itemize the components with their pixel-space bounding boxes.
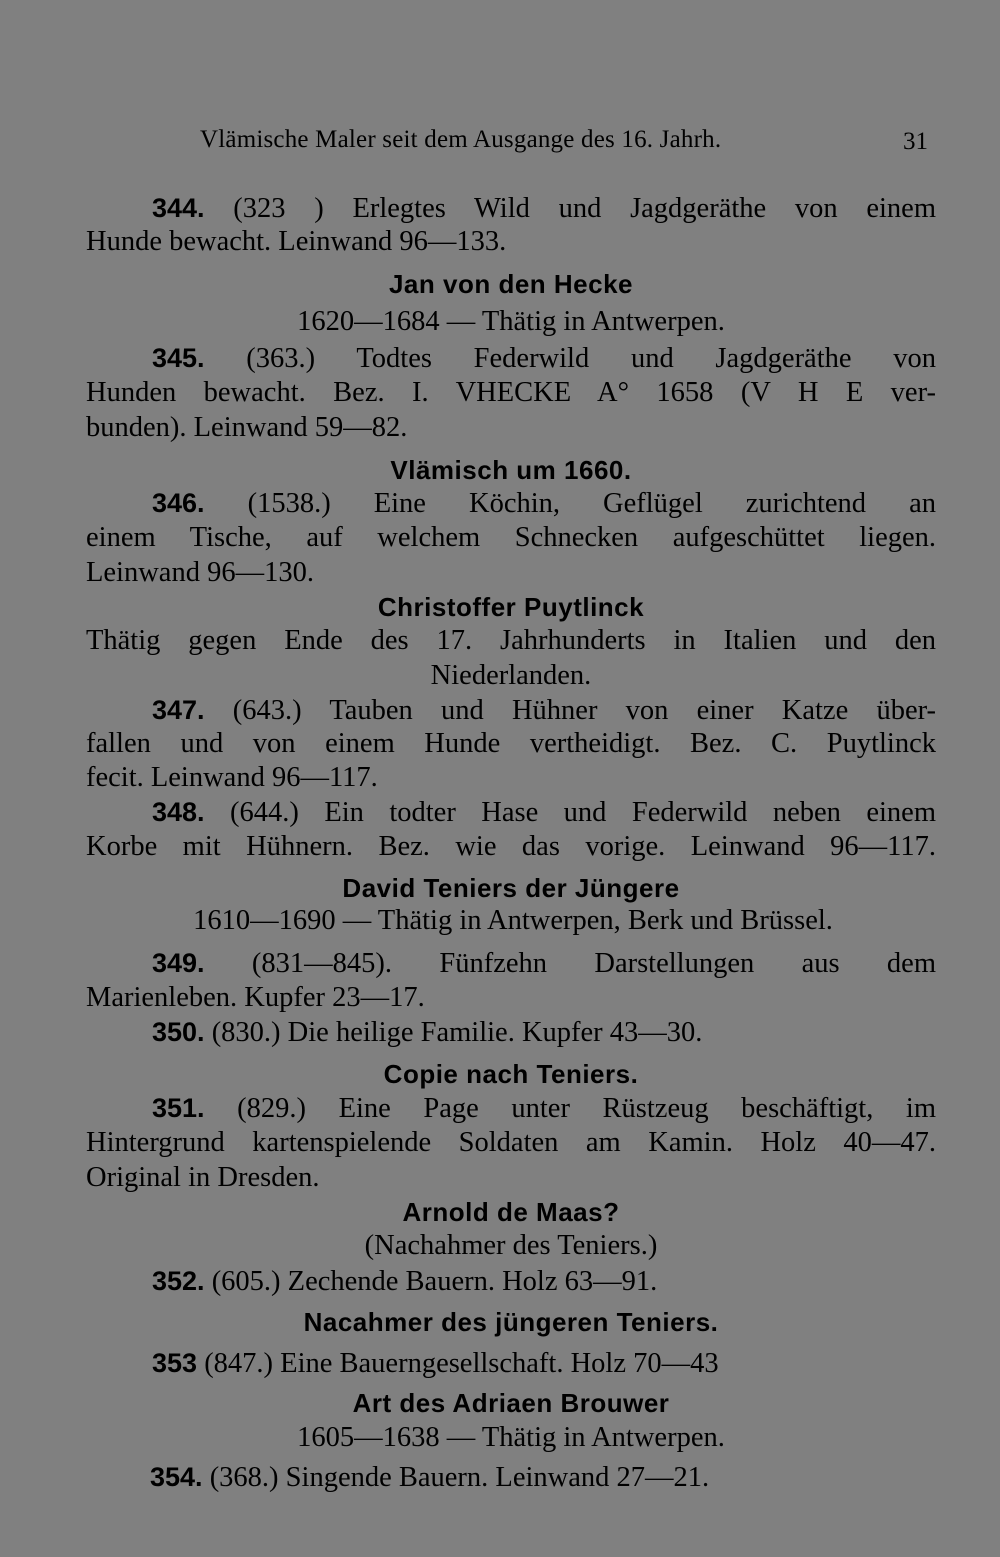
page-header	[0, 126, 1000, 162]
entry-353-text: (847.) Eine Bauerngesellschaft. Holz 70—43	[204, 1348, 719, 1379]
artist-dates-teniers: 1610—1690 — Thätig in Antwerpen, Berk und Brüssel.	[193, 905, 833, 936]
entry-352-text: (605.) Zechende Bauern. Holz 63—91.	[211, 1266, 658, 1297]
entry-346-text: (1538.) Eine Köchin, Geflügel zurichtend an	[247, 488, 936, 519]
entry-351-text: (829.) Eine Page unter Rüstzeug beschäftigt, im	[237, 1093, 937, 1124]
entry-349-line-2: Marienleben. Kupfer 23—17.	[86, 982, 425, 1013]
artist-heading-maas: Arnold de Maas?	[402, 1197, 620, 1227]
entry-353-number: 353	[152, 1348, 198, 1378]
entry-346-number: 346.	[152, 488, 205, 518]
entry-353-line-1	[152, 1345, 936, 1382]
entry-347-number: 347.	[152, 695, 205, 725]
entry-348-text: (644.) Ein todter Hase und Federwild neben einem	[230, 797, 936, 828]
artist-heading-puytlinck: Christoffer Puytlinck	[377, 592, 645, 622]
entry-349-text: (831—845). Fünfzehn Darstellungen aus dem	[251, 948, 936, 979]
running-title: Vlämische Maler seit dem Ausgange des 16. Jahrh.	[200, 126, 722, 153]
entry-351-line-3: Original in Dresden.	[86, 1162, 320, 1193]
entry-344-number: 344.	[152, 193, 205, 223]
entry-346-line-2: einem Tische, auf welchem Schnecken aufgeschüttet liegen.	[86, 522, 936, 553]
entry-346-line-3: Leinwand 96—130.	[86, 557, 314, 588]
artist-info-puytlinck-2: Niederlanden.	[430, 660, 592, 691]
entry-352-number: 352.	[152, 1266, 205, 1296]
entry-345-line-2: Hunden bewacht. Bez. I. VHECKE A° 1658 (V H E ver-	[86, 377, 936, 408]
section-heading-brouwer: Art des Adriaen Brouwer	[352, 1388, 670, 1418]
section-heading-nachahmer: Nacahmer des jüngeren Teniers.	[303, 1307, 719, 1337]
artist-heading-teniers: David Teniers der Jüngere	[342, 873, 680, 903]
entry-347-text: (643.) Tauben und Hühner von einer Katze über-	[232, 695, 937, 726]
entry-348-line-2: Korbe mit Hühnern. Bez. wie das vorige. Leinwand 96—117.	[86, 831, 936, 862]
entry-350-text: (830.) Die heilige Familie. Kupfer 43—30.	[211, 1017, 703, 1048]
entry-352-line-1	[152, 1263, 936, 1300]
entry-347-line-1	[152, 692, 936, 729]
entry-346-line-1	[152, 485, 936, 522]
entry-351-line-2: Hintergrund kartenspielende Soldaten am Kamin. Holz 40—47.	[86, 1127, 936, 1158]
entry-351-line-1	[152, 1090, 936, 1127]
artist-info-maas: (Nachahmer des Teniers.)	[364, 1230, 658, 1261]
artist-dates-brouwer: 1605—1638 — Thätig in Antwerpen.	[297, 1422, 725, 1453]
section-heading-vlaemisch: Vlämisch um 1660.	[390, 455, 632, 485]
artist-dates-hecke: 1620—1684 — Thätig in Antwerpen.	[297, 306, 725, 337]
entry-350-number: 350.	[152, 1017, 205, 1047]
entry-345-line-3: bunden). Leinwand 59—82.	[86, 412, 408, 443]
entry-354-text: (368.) Singende Bauern. Leinwand 27—21.	[209, 1462, 710, 1493]
entry-351-number: 351.	[152, 1093, 205, 1123]
entry-344-line-1	[152, 190, 936, 227]
entry-345-number: 345.	[152, 343, 205, 373]
artist-heading-hecke: Jan von den Hecke	[388, 269, 634, 299]
entry-349-number: 349.	[152, 948, 205, 978]
artist-info-puytlinck-1: Thätig gegen Ende des 17. Jahrhunderts in Italien und den	[86, 625, 936, 656]
entry-348-line-1	[152, 794, 936, 831]
entry-345-text: (363.) Todtes Federwild und Jagdgeräthe von	[246, 343, 937, 374]
section-heading-copie: Copie nach Teniers.	[383, 1059, 639, 1089]
entry-344-line-2: Hunde bewacht. Leinwand 96—133.	[86, 226, 507, 257]
entry-347-line-3: fecit. Leinwand 96—117.	[86, 762, 378, 793]
entry-354-line-1	[150, 1459, 936, 1496]
entry-344-text: (323 ) Erlegtes Wild und Jagdgeräthe von einem	[233, 193, 936, 224]
entry-348-number: 348.	[152, 797, 205, 827]
page-number: 31	[903, 128, 928, 155]
entry-354-number: 354.	[150, 1462, 203, 1492]
entry-347-line-2: fallen und von einem Hunde vertheidigt. Bez. C. Puytlinck	[86, 728, 936, 759]
entry-345-line-1	[152, 340, 936, 377]
entry-349-line-1	[152, 945, 936, 982]
entry-350-line-1	[152, 1014, 936, 1051]
